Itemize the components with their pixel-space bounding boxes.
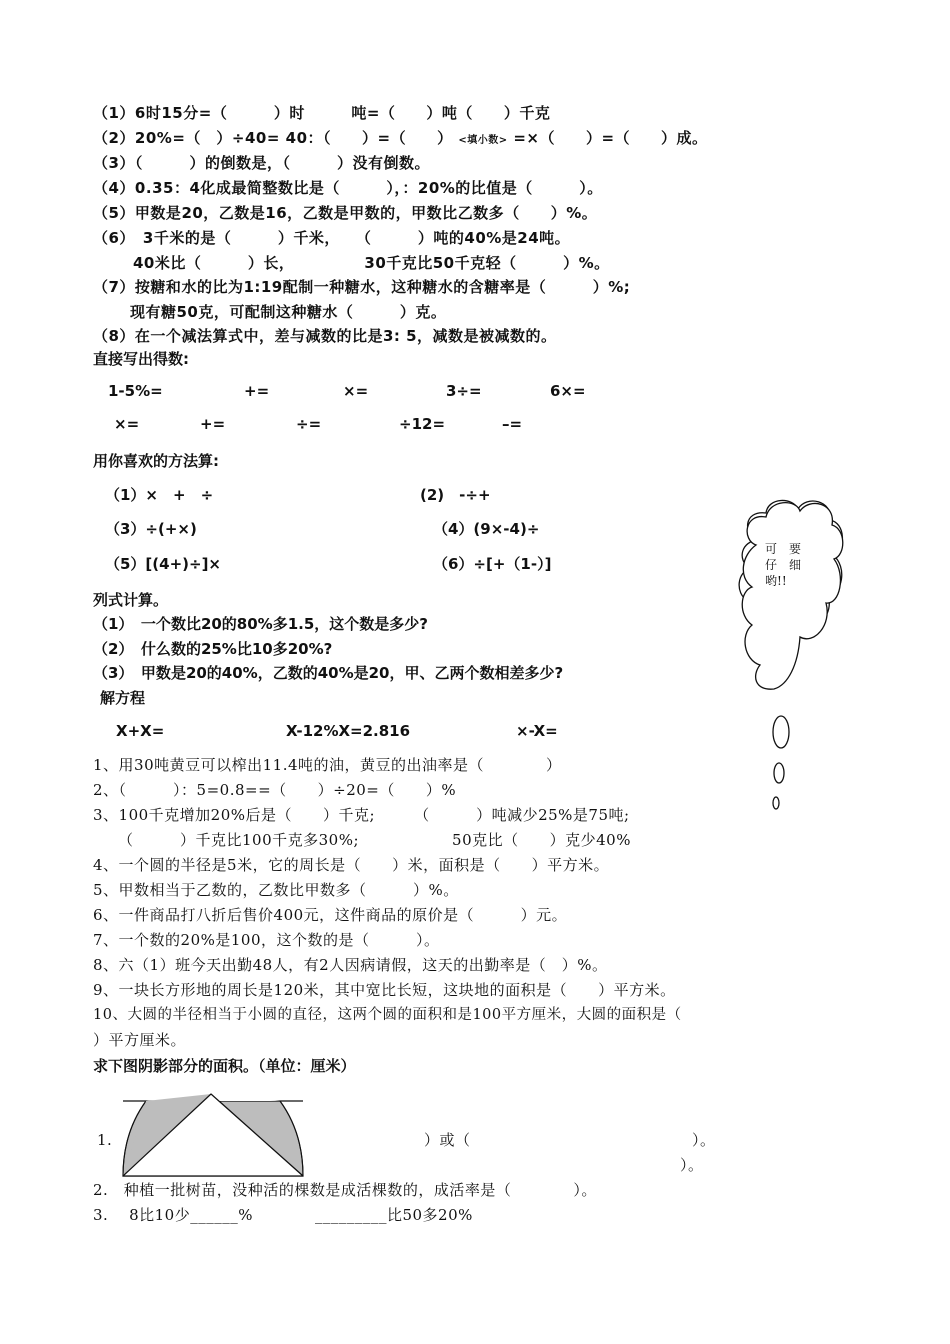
- question-5: 5、甲数相当于乙数的，乙数比甲数多（ ）%。: [93, 881, 459, 899]
- method-1: （1）× + ÷: [105, 486, 214, 504]
- mental-1-3: ×=: [343, 382, 369, 400]
- fill-line-2: [93, 128, 708, 151]
- shade-q1-end: ）。: [692, 1131, 716, 1149]
- mental-2-3: ÷=: [296, 415, 322, 433]
- fill-line-2-a: （2）20%=（ ）÷40= 40：（ ）=（ ）: [93, 129, 453, 147]
- fill-line-3: （3）（ ）的倒数是，（ ）没有倒数。: [93, 154, 430, 172]
- question-10b: ）平方厘米。: [93, 1031, 187, 1049]
- method-3: （3）÷(+×): [105, 520, 197, 538]
- method-6: （6）÷[+（1-）]: [433, 555, 552, 573]
- fill-line-8: （8）在一个减法算式中，差与减数的比是3: 5，减数是被减数的。: [93, 327, 557, 345]
- fill-line-4: （4）0.35：4化成最简整数比是（ ），：20%的比值是（ ）。: [93, 179, 603, 197]
- question-7: 7、一个数的20%是100，这个数的是（ ）。: [93, 931, 440, 949]
- column-q3: （3） 甲数是20的40%，乙数的40%是20，甲、乙两个数相差多少?: [93, 664, 564, 682]
- method-5: （5）[(4+)÷]×: [105, 555, 222, 573]
- equation-2: X-12%X=2.816: [286, 722, 411, 740]
- question-3b: （ ）千克比100千克多30%; 50克比（ ）克少40%: [118, 831, 631, 849]
- semicircle-triangle-figure: [118, 1088, 308, 1180]
- shade-q3: 3. 8比10少______% _________比50多20%: [93, 1206, 473, 1224]
- fill-line-6: （6） 3千米的是（ ）千米， （ ）吨的40%是24吨。: [93, 229, 571, 247]
- fill-line-7b: 现有糖50克，可配制这种糖水（ ）克。: [130, 303, 447, 321]
- mental-2-5: –=: [502, 415, 523, 433]
- method-4: （4）(9×-4)÷: [433, 520, 540, 538]
- equation-heading: 解方程: [100, 689, 146, 707]
- question-9: 9、一块长方形地的周长是120米，其中宽比长短，这块地的面积是（ ）平方米。: [93, 981, 676, 999]
- fill-line-6b: 40米比（ ）长， 30千克比50千克轻（ ）%。: [133, 254, 610, 272]
- mental-1-4: 3÷=: [446, 382, 482, 400]
- column-heading: 列式计算。: [93, 591, 169, 609]
- column-q1: （1） 一个数比20的80%多1.5，这个数是多少?: [93, 615, 428, 633]
- methods-heading: 用你喜欢的方法算:: [93, 452, 219, 470]
- shade-q1-end2: ）。: [680, 1156, 704, 1174]
- mental-1-1: 1-5%=: [108, 382, 163, 400]
- question-3: 3、100千克增加20%后是（ ）千克; （ ）吨减少25%是75吨;: [93, 806, 630, 824]
- fill-line-2-b: =×（ ）=（ ）成。: [513, 129, 708, 147]
- question-4: 4、一个圆的半径是5米，它的周长是（ ）米，面积是（ ）平方米。: [93, 856, 610, 874]
- question-8: 8、六（1）班今天出勤48人，有2人因病请假，这天的出勤率是（ ）%。: [93, 956, 608, 974]
- mental-heading: 直接写出得数:: [93, 350, 189, 368]
- shade-q2: 2. 种植一批树苗，没种活的棵数是成活棵数的，成活率是（ ）。: [93, 1181, 597, 1199]
- mental-2-2: +=: [200, 415, 226, 433]
- equation-3: ×-X=: [516, 722, 558, 740]
- fill-line-5: （5）甲数是20，乙数是16，乙数是甲数的，甲数比乙数多（ ）%。: [93, 204, 598, 222]
- column-q2: （2） 什么数的25%比10多20%?: [93, 640, 333, 658]
- question-6: 6、一件商品打八折后售价400元，这件商品的原价是（ ）元。: [93, 906, 568, 924]
- mental-2-4: ÷12=: [399, 415, 446, 433]
- shade-heading: 求下图阴影部分的面积。（单位：厘米）: [93, 1057, 356, 1075]
- equation-1: X+X=: [116, 722, 165, 740]
- shade-q1-label: 1.: [97, 1131, 113, 1149]
- method-2: (2) -÷+: [420, 486, 491, 504]
- mental-2-1: ×=: [114, 415, 140, 433]
- shade-q1-mid: ）或（: [424, 1131, 471, 1149]
- question-1: 1、用30吨黄豆可以榨出11.4吨的油，黄豆的出油率是（ ）: [93, 756, 562, 774]
- fill-small-note: <填小数>: [458, 135, 508, 146]
- question-2: 2、（ ）：5=0.8==（ ）÷20=（ ）%: [93, 781, 457, 799]
- mental-1-5: 6×=: [550, 382, 586, 400]
- fill-line-7: （7）按糖和水的比为1:19配制一种糖水，这种糖水的含糖率是（ ）%;: [93, 278, 631, 296]
- fill-line-1: （1）6时15分=（ ）时 吨=（ ）吨（ ）千克: [93, 104, 551, 122]
- cloud-text: 可 要 仔 细 哟!!: [765, 542, 802, 588]
- mental-1-2: +=: [244, 382, 270, 400]
- question-10: 10、大圆的半径相当于小圆的直径，这两个圆的面积和是100平方厘米，大圆的面积是（: [93, 1007, 682, 1023]
